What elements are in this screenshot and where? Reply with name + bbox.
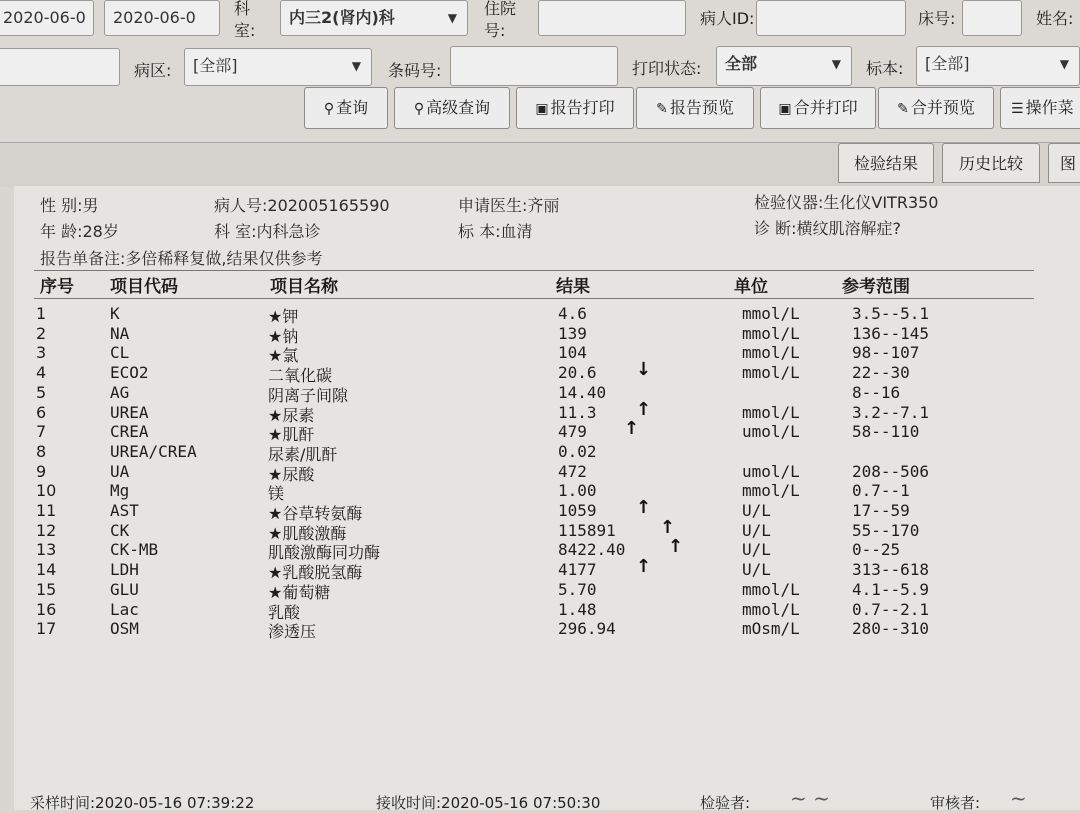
row-code: ECO2 (110, 363, 149, 382)
tester-label: 检验者: (700, 794, 751, 812)
sample-time: 采样时间:2020-05-16 07:39:22 (30, 794, 255, 812)
ward-select[interactable] (184, 48, 372, 86)
row-no: 1 (36, 304, 47, 323)
row-no: 2 (36, 324, 47, 343)
row-unit: mmol/L (742, 363, 800, 382)
patient-sex: 性 别:男 (40, 196, 99, 215)
operation-menu-button[interactable] (1000, 87, 1080, 129)
row-name: ★谷草转氨酶 (268, 504, 363, 523)
advanced-query-button[interactable] (394, 87, 510, 129)
row-range: 0.7--1 (852, 481, 910, 500)
operation-menu-label: 操作菜 (1025, 98, 1074, 117)
arrow-up-icon: ↑ (636, 399, 652, 420)
row-no: 16 (36, 600, 57, 619)
row-code: AG (110, 383, 130, 402)
row-name: 肌酸激酶同功酶 (268, 543, 381, 562)
lock-icon: ▣ (778, 101, 792, 117)
row-unit: U/L (742, 521, 771, 540)
tab-history[interactable]: 历史比较 (942, 143, 1040, 183)
row-result: 115891 (558, 521, 616, 540)
chevron-down-icon: ▼ (351, 59, 361, 73)
col-header-result: 结果 (556, 277, 590, 297)
patient-dept: 科 室:内科急诊 (214, 222, 321, 241)
row-range: 55--170 (852, 521, 920, 540)
ward-label: 病区: (134, 61, 172, 80)
reviewer-signature: ~ (1010, 786, 1027, 810)
row-result: 479 (558, 422, 587, 441)
arrow-up-icon: ↑ (660, 517, 676, 538)
row-unit: mmol/L (742, 403, 800, 422)
query-toolbar (0, 0, 1080, 142)
row-result: 472 (558, 462, 587, 481)
merge-print-button[interactable] (760, 87, 876, 129)
row-code: NA (110, 324, 130, 343)
row-no: 4 (36, 363, 47, 382)
row-code: UREA (110, 403, 149, 422)
date-to-input[interactable]: 2020-06-0 (104, 0, 220, 36)
row-name: ★肌酸激酶 (268, 524, 347, 543)
row-code: CL (110, 343, 130, 362)
arrow-up-icon: ↑ (636, 556, 652, 577)
report-print-button[interactable] (516, 87, 634, 129)
row-range: 4.1--5.9 (852, 580, 930, 599)
row-result: 0.02 (558, 442, 597, 461)
specimen-select-value: [全部] (925, 54, 970, 73)
row-name: 尿素/肌酐 (268, 445, 338, 464)
row-no: 17 (36, 619, 57, 638)
print-status-select[interactable] (716, 46, 852, 86)
table-header-rule (34, 298, 1034, 299)
row-code: UREA/CREA (110, 442, 197, 461)
row-range: 8--16 (852, 383, 901, 402)
chevron-down-icon: ▼ (1059, 57, 1069, 71)
row-code: K (110, 304, 120, 323)
row-result: 4.6 (558, 304, 587, 323)
query-button[interactable] (304, 87, 388, 129)
row-name: 阴离子间隙 (268, 386, 349, 405)
row-result: 1.00 (558, 481, 597, 500)
specimen-select[interactable] (916, 46, 1080, 86)
row-result: 1.48 (558, 600, 597, 619)
row-range: 3.2--7.1 (852, 403, 930, 422)
row-no: 5 (36, 383, 47, 402)
col-header-name: 项目名称 (270, 277, 338, 297)
row-no: 12 (36, 521, 57, 540)
row-result: 296.94 (558, 619, 616, 638)
barcode-label: 条码号: (388, 61, 442, 80)
patient-id-input[interactable] (756, 0, 906, 36)
edit-icon: ✎ (656, 101, 668, 117)
col-header-unit: 单位 (734, 277, 768, 297)
row-range: 0--25 (852, 540, 901, 559)
row-result: 104 (558, 343, 587, 362)
row-range: 3.5--5.1 (852, 304, 930, 323)
row-no: 6 (36, 403, 47, 422)
row-code: LDH (110, 560, 139, 579)
row-code: CREA (110, 422, 149, 441)
inpatient-label-2: 号: (484, 21, 506, 40)
row-no: 14 (36, 560, 57, 579)
applying-doctor: 申请医生:齐丽 (458, 196, 560, 215)
bed-input[interactable] (962, 0, 1022, 36)
specimen-label: 标本: (866, 59, 904, 78)
chevron-down-icon: ▼ (447, 11, 457, 25)
row-unit: umol/L (742, 462, 800, 481)
advanced-query-label: 高级查询 (426, 98, 491, 117)
row-result: 4177 (558, 560, 597, 579)
report-preview-button[interactable] (636, 87, 754, 129)
row-name: 乳酸 (268, 603, 301, 622)
instrument: 检验仪器:生化仪VITR350 (754, 193, 939, 212)
row-name: ★钾 (268, 307, 299, 326)
row-name: ★氯 (268, 346, 299, 365)
merge-print-label: 合并打印 (793, 98, 858, 117)
patient-no: 病人号:202005165590 (214, 196, 390, 215)
row-result: 1059 (558, 501, 597, 520)
row-name: 二氧化碳 (268, 366, 333, 385)
bed-label: 床号: (918, 9, 956, 28)
lock-icon: ▣ (535, 101, 549, 117)
row-code: CK (110, 521, 130, 540)
result-tabs (0, 142, 1080, 187)
reviewer-label: 审核者: (930, 794, 981, 812)
row-unit: mmol/L (742, 343, 800, 362)
edit-icon: ✎ (897, 101, 909, 117)
row-no: 8 (36, 442, 47, 461)
row-code: AST (110, 501, 139, 520)
row-name: 镁 (268, 484, 285, 503)
barcode-input[interactable] (450, 46, 618, 86)
row-range: 58--110 (852, 422, 920, 441)
arrow-up-icon: ↑ (668, 536, 684, 557)
row-name: ★尿酸 (268, 465, 315, 484)
dept-select-value: 内三2(肾内)科 (289, 8, 395, 27)
row-range: 280--310 (852, 619, 930, 638)
row-unit: mmol/L (742, 481, 800, 500)
row-name: ★肌酐 (268, 425, 315, 444)
row-unit: mmol/L (742, 600, 800, 619)
row-no: 11 (36, 501, 57, 520)
row-unit: mmol/L (742, 304, 800, 323)
row-no: 3 (36, 343, 47, 362)
dept-label-2: 室: (234, 21, 256, 40)
merge-preview-button[interactable] (878, 87, 994, 129)
row-unit: U/L (742, 560, 771, 579)
row-unit: U/L (742, 540, 771, 559)
row-result: 11.3 (558, 403, 597, 422)
col-header-no: 序号 (40, 277, 74, 297)
row-name: ★乳酸脱氢酶 (268, 563, 363, 582)
row-no: 15 (36, 580, 57, 599)
row-code: Mg (110, 481, 130, 500)
row-name: ★尿素 (268, 406, 315, 425)
row-code: OSM (110, 619, 139, 638)
row-no: 13 (36, 540, 57, 559)
row-code: UA (110, 462, 130, 481)
row-unit: mmol/L (742, 580, 800, 599)
table-top-rule (34, 270, 1034, 271)
row-result: 14.40 (558, 383, 607, 402)
date-from-input[interactable]: 2020-06-0 (0, 0, 94, 36)
query-button-label: 查询 (336, 98, 369, 117)
row-name: ★葡萄糖 (268, 583, 331, 602)
menu-icon: ☰ (1011, 101, 1024, 117)
arrow-up-icon: ↑ (624, 418, 640, 439)
arrow-up-icon: ↑ (636, 497, 652, 518)
search-icon: ⚲ (323, 101, 335, 117)
tester-signature: ~ ~ (790, 786, 830, 810)
report-preview-label: 报告预览 (669, 98, 734, 117)
arrow-down-icon: ↓ (636, 359, 652, 380)
row-range: 17--59 (852, 501, 910, 520)
row-name: ★钠 (268, 327, 299, 346)
row-code: Lac (110, 600, 139, 619)
left-filter-input[interactable] (0, 48, 120, 86)
search-icon: ⚲ (413, 101, 425, 117)
row-no: 10 (36, 481, 57, 500)
chevron-down-icon: ▼ (831, 57, 841, 71)
row-no: 7 (36, 422, 47, 441)
row-result: 8422.40 (558, 540, 626, 559)
row-range: 136--145 (852, 324, 930, 343)
print-status-label: 打印状态: (632, 59, 702, 78)
report-print-label: 报告打印 (550, 98, 615, 117)
row-unit: umol/L (742, 422, 800, 441)
print-status-value: 全部 (725, 54, 758, 73)
inpatient-label-1: 住院 (484, 0, 517, 18)
row-range: 313--618 (852, 560, 930, 579)
row-result: 139 (558, 324, 587, 343)
patient-id-label: 病人ID: (700, 9, 755, 28)
row-range: 22--30 (852, 363, 910, 382)
report-remark: 报告单备注:多倍稀释复做,结果仅供参考 (40, 249, 323, 268)
row-code: CK-MB (110, 540, 159, 559)
col-header-range: 参考范围 (842, 277, 910, 297)
tab-results[interactable]: 检验结果 (838, 143, 934, 183)
row-no: 9 (36, 462, 47, 481)
row-code: GLU (110, 580, 139, 599)
col-header-code: 项目代码 (110, 277, 178, 297)
row-range: 0.7--2.1 (852, 600, 930, 619)
row-unit: U/L (742, 501, 771, 520)
row-range: 208--506 (852, 462, 930, 481)
name-label: 姓名: (1036, 9, 1074, 28)
dept-select[interactable] (280, 0, 468, 36)
patient-age: 年 龄:28岁 (40, 222, 119, 241)
row-result: 5.70 (558, 580, 597, 599)
diagnosis: 诊 断:横纹肌溶解症? (754, 219, 901, 238)
tab-chart[interactable]: 图 (1048, 143, 1080, 183)
row-name: 渗透压 (268, 622, 317, 641)
row-unit: mOsm/L (742, 619, 800, 638)
merge-preview-label: 合并预览 (910, 98, 975, 117)
specimen-type: 标 本:血清 (458, 222, 533, 241)
row-result: 20.6 (558, 363, 597, 382)
inpatient-no-input[interactable] (538, 0, 686, 36)
row-range: 98--107 (852, 343, 920, 362)
ward-select-value: [全部] (193, 56, 238, 75)
dept-label-1: 科 (234, 0, 251, 18)
row-unit: mmol/L (742, 324, 800, 343)
receive-time: 接收时间:2020-05-16 07:50:30 (376, 794, 601, 812)
